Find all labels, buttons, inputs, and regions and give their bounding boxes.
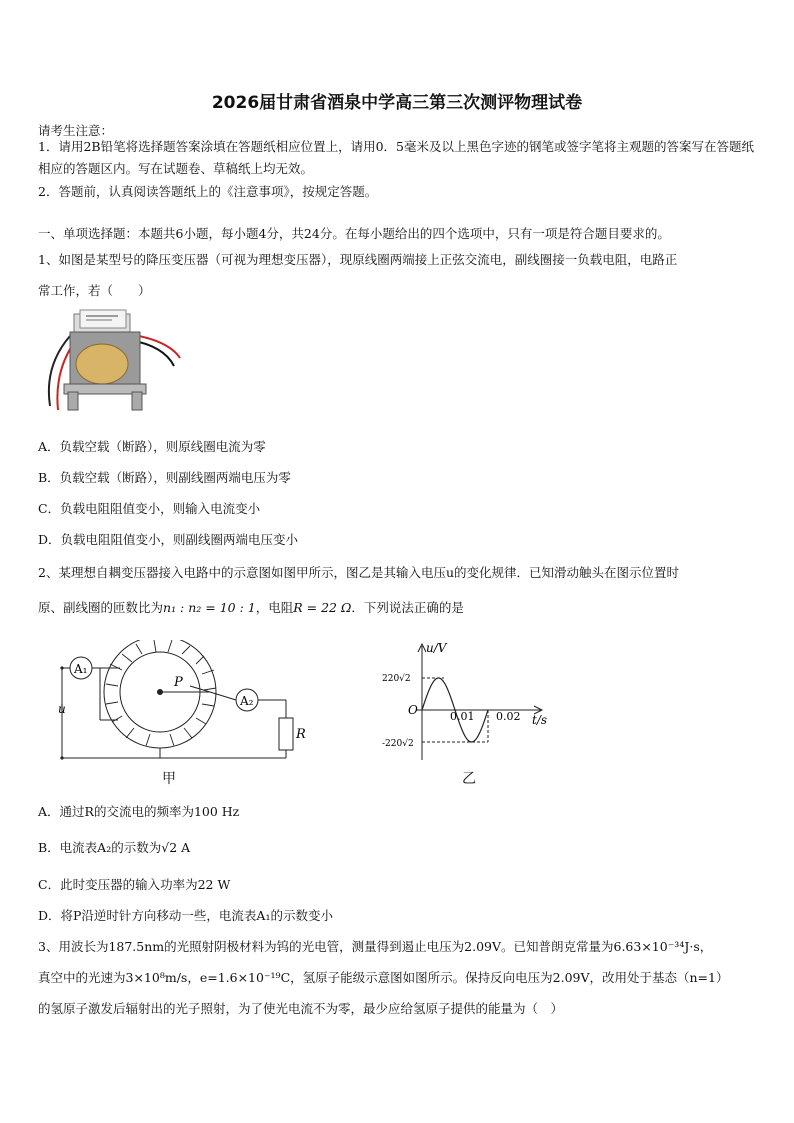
notice-item-1: 1．请用2B铅笔将选择题答案涂填在答题纸相应位置上，请用0．5毫米及以上黑色字迹的钢笔或签字笔将主观题的答案写在答题纸相应的答题区内。写在试题卷、草稿纸上均无效。 [38, 139, 754, 176]
transformer-photo [40, 306, 190, 418]
section-heading: 一、单项选择题：本题共6小题，每小题4分，共24分。在每小题给出的四个选项中，只有一项是符合题目要求的。 [38, 226, 670, 241]
page-title: 2026届甘肃省酒泉中学高三第三次测评物理试卷 [211, 93, 583, 113]
turns-ratio: n₁ : n₂ = 10 : 1 [163, 600, 256, 615]
q2-option-b: B．电流表A₂的示数为√2 A [38, 840, 191, 855]
q3-line2: 真空中的光速为3×10⁸m/s，e=1.6×10⁻¹⁹C，氢原子能级示意图如图所示。保持反向电压为2.09V，改用处于基态（n=1） [38, 970, 729, 985]
q3-line1: 3、用波长为187.5nm的光照射阴极材料为钨的光电管，测量得到遏止电压为2.09V。已知普朗克常量为6.63×10⁻³⁴J·s， [38, 939, 713, 954]
q2-stem-part-b: ，电阻 [255, 600, 294, 615]
q1-stem-line2: 常工作，若（ ） [38, 283, 151, 298]
slider-label: P [174, 675, 183, 690]
q2-stem-line2 [38, 598, 464, 616]
q2-option-c: C．此时变压器的输入功率为22 W [38, 877, 231, 892]
q1-option-b: B．负载空载（断路），则副线圈两端电压为零 [38, 470, 291, 485]
notice-heading: 请考生注意： [38, 123, 114, 138]
tick-002: 0.02 [496, 710, 521, 723]
ammeter-a2-label: A₂ [240, 694, 254, 708]
q1-option-d: D．负载电阻阻值变小，则副线圈两端电压变小 [38, 532, 299, 547]
figure-caption-jia: 甲 [162, 771, 176, 787]
ymin-label: -220√2 [382, 739, 414, 749]
resistance-value: R = 22 Ω [293, 600, 352, 615]
origin-label: O [408, 703, 418, 717]
q2-stem-part-c: ．下列说法正确的是 [351, 600, 464, 615]
y-axis-label: u/V [426, 641, 447, 655]
tick-001: 0.01 [450, 710, 475, 723]
voltage-graph [380, 640, 560, 770]
q2-stem-part-a: 原、副线圈的匝数比为 [38, 600, 164, 615]
notice-item-2: 2．答题前，认真阅读答题纸上的《注意事项》，按规定答题。 [38, 184, 378, 199]
q1-option-c: C．负载电阻阻值变小，则输入电流变小 [38, 501, 261, 516]
x-axis-label: t/s [532, 713, 548, 727]
q2-option-d: D．将P沿逆时针方向移动一些，电流表A₁的示数变小 [38, 908, 333, 923]
q3-line3: 的氢原子激发后辐射出的光子照射，为了使光电流不为零，最少应给氢原子提供的能量为（ ） [38, 1001, 564, 1016]
ammeter-a1-label: A₁ [74, 662, 88, 676]
circuit-diagram [50, 640, 310, 790]
q1-option-a: A．负载空载（断路），则原线圈电流为零 [38, 439, 266, 454]
ymax-label: 220√2 [382, 674, 411, 684]
q2-stem-line1: 2、某理想自耦变压器接入电路中的示意图如图甲所示，图乙是其输入电压u的变化规律．已知滑动触头在图示位置时 [38, 565, 680, 580]
resistor-label: R [296, 727, 306, 742]
figure-caption-yi: 乙 [462, 771, 476, 787]
q1-stem-line1: 1、如图是某型号的降压变压器（可视为理想变压器），现原线圈两端接上正弦交流电，副线圈接一负载电阻，电路正 [38, 252, 678, 267]
q2-option-a: A．通过R的交流电的频率为100 Hz [38, 804, 240, 819]
input-voltage-label: u [58, 702, 66, 716]
